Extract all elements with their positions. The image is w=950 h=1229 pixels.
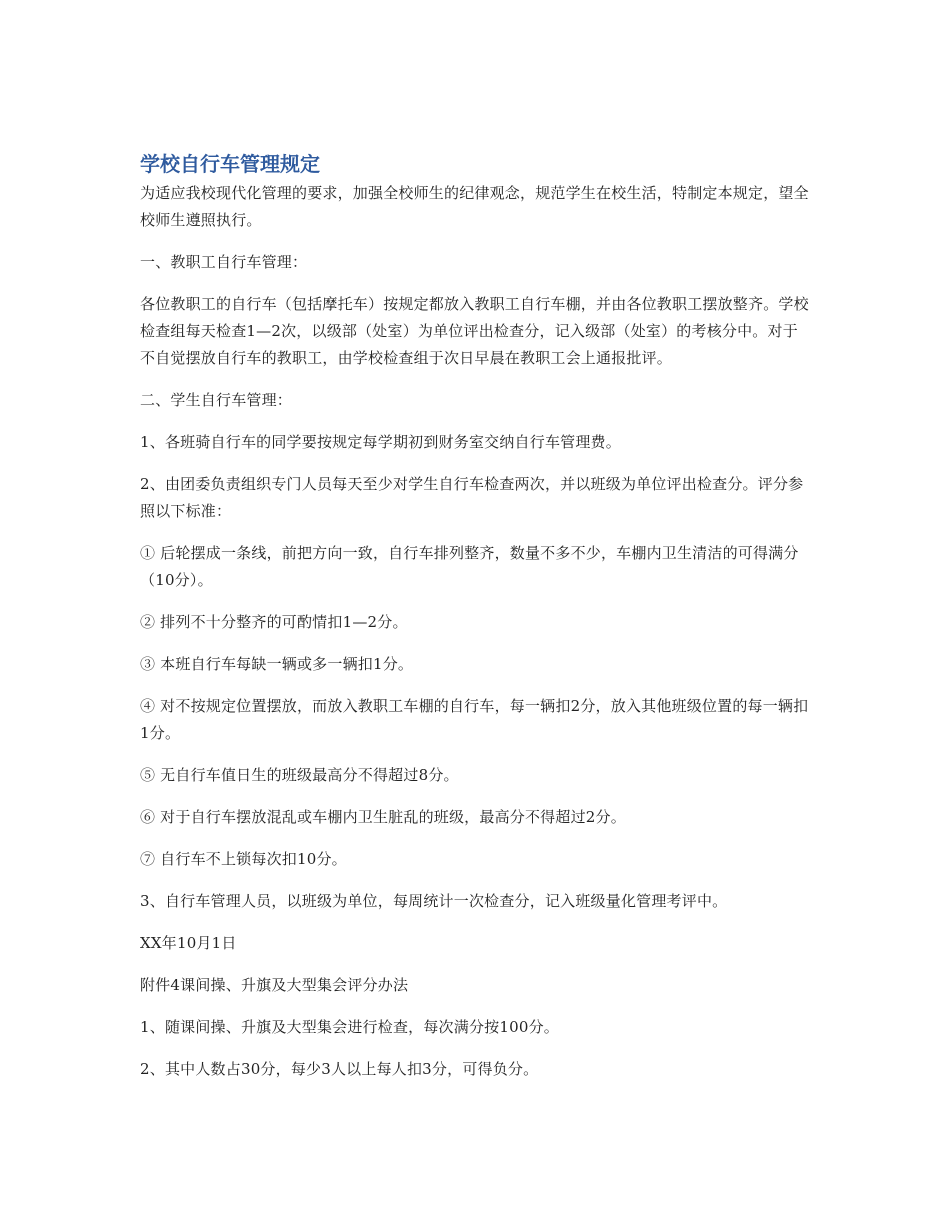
- student-rule-2: 2、由团委负责组织专门人员每天至少对学生自行车检查两次，并以班级为单位评出检查分。评分参照以下标准：: [140, 475, 804, 520]
- staff-rules-paragraph: 各位教职工的自行车（包括摩托车）按规定都放入教职工自行车棚，并由各位教职工摆放整齐。学校检查组每天检查1—2次，以级部（处室）为单位评出检查分，记入级部（处室）的考核分中。对于不自觉摆放自行车的教职工，由学校检查组于次日早晨在教职工会上通报批评。: [140, 295, 809, 367]
- scoring-criterion-3: ③ 本班自行车每缺一辆或多一辆扣1分。: [140, 655, 414, 673]
- scoring-criterion-2: ② 排列不十分整齐的可酌情扣1—2分。: [140, 613, 408, 631]
- appendix-rule-2: 2、其中人数占30分，每少3人以上每人扣3分，可得负分。: [140, 1060, 539, 1078]
- student-rule-1: 1、各班骑自行车的同学要按规定每学期初到财务室交纳自行车管理费。: [140, 433, 621, 451]
- document-page: [140, 150, 810, 1098]
- appendix-rule-1: 1、随课间操、升旗及大型集会进行检查，每次满分按100分。: [140, 1018, 559, 1036]
- intro-paragraph: 为适应我校现代化管理的要求，加强全校师生的纪律观念，规范学生在校生活，特制定本规定，望全校师生遵照执行。: [140, 184, 809, 229]
- scoring-criterion-6: ⑥ 对于自行车摆放混乱或车棚内卫生脏乱的班级，最高分不得超过2分。: [140, 808, 626, 826]
- scoring-criterion-7: ⑦ 自行车不上锁每次扣10分。: [140, 850, 347, 868]
- student-rule-3: 3、自行车管理人员，以班级为单位，每周统计一次检查分，记入班级量化管理考评中。: [140, 892, 728, 910]
- section-heading-students: 二、学生自行车管理：: [140, 391, 293, 409]
- scoring-criterion-5: ⑤ 无自行车值日生的班级最高分不得超过8分。: [140, 766, 459, 784]
- scoring-criterion-1: ① 后轮摆成一条线，前把方向一致，自行车排列整齐，数量不多不少，车棚内卫生清洁的可得满分（10分）。: [140, 544, 799, 589]
- section-heading-staff: 一、教职工自行车管理：: [140, 253, 308, 271]
- document-date: XX年10月1日: [140, 934, 237, 952]
- appendix-title: 附件4课间操、升旗及大型集会评分办法: [140, 976, 409, 994]
- document-title: 学校自行车管理规定: [140, 152, 320, 176]
- scoring-criterion-4: ④ 对不按规定位置摆放，而放入教职工车棚的自行车，每一辆扣2分，放入其他班级位置的每一辆扣1分。: [140, 697, 809, 742]
